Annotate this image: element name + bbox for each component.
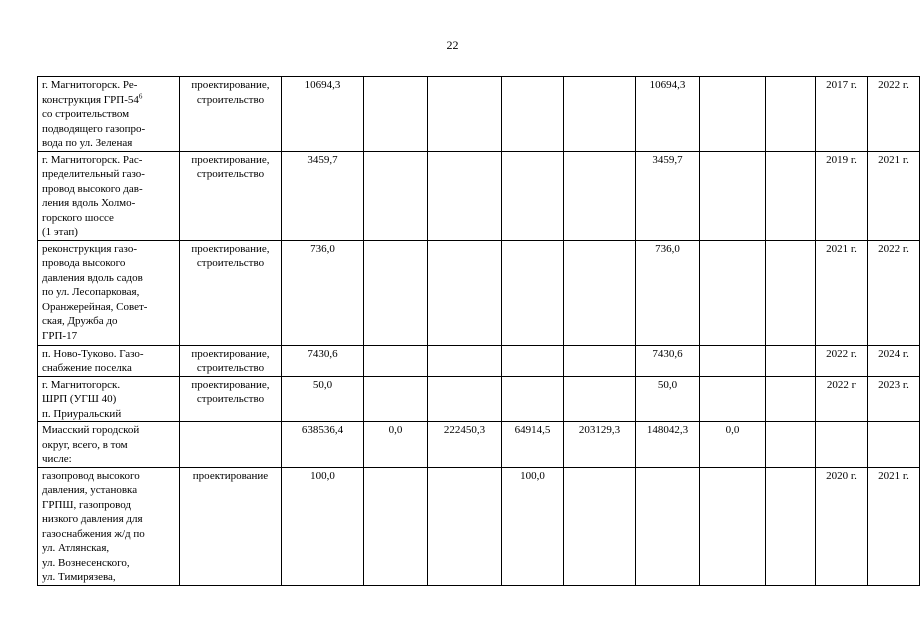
- object-name-line: вода по ул. Зеленая: [42, 137, 133, 149]
- start-year-cell: 2021 г.: [816, 240, 868, 345]
- start-year-cell: 2020 г.: [816, 467, 868, 585]
- amount-cell: [564, 376, 636, 422]
- amount-cell: [636, 467, 700, 585]
- object-name-line: провод высокого дав-: [42, 182, 143, 195]
- amount-cell: [364, 151, 428, 240]
- amount-cell: [428, 376, 502, 422]
- amount-cell: 10694,3: [636, 77, 700, 152]
- object-name-line: г. Магнитогорск.: [42, 378, 121, 391]
- total-cell: 3459,7: [282, 151, 364, 240]
- end-year-cell: [868, 422, 920, 468]
- object-name-line: числе:: [42, 453, 72, 465]
- amount-cell: 7430,6: [636, 345, 700, 376]
- object-name-line: г. Магнитогорск. Рас-: [42, 153, 143, 166]
- amount-cell: [364, 240, 428, 345]
- amount-cell: [428, 240, 502, 345]
- object-name-cell: [38, 240, 180, 345]
- amount-cell: [564, 345, 636, 376]
- work-type-cell: проектирование, строительство: [180, 376, 282, 422]
- object-name-line: Оранжерейная, Совет-: [42, 300, 148, 313]
- start-year-cell: 2017 г.: [816, 77, 868, 152]
- object-name-line: реконструкция газо-: [42, 242, 137, 255]
- total-cell: 50,0: [282, 376, 364, 422]
- amount-cell: [502, 77, 564, 152]
- budget-table: [37, 76, 920, 586]
- object-name-line: ШРП (УГШ 40): [42, 393, 117, 405]
- start-year-cell: 2019 г.: [816, 151, 868, 240]
- amount-cell: 148042,3: [636, 422, 700, 468]
- amount-cell: 100,0: [502, 467, 564, 585]
- object-name-line: давления вдоль садов: [42, 271, 143, 284]
- end-year-cell: 2024 г.: [868, 345, 920, 376]
- amount-cell: [364, 77, 428, 152]
- object-name-line: п. Ново-Туково. Газо-: [42, 347, 144, 360]
- object-name-line: пределительный газо-: [42, 168, 145, 180]
- object-name-cell: [38, 151, 180, 240]
- work-type-cell: проектирование, строительство: [180, 240, 282, 345]
- amount-cell: 203129,3: [564, 422, 636, 468]
- amount-cell: [700, 240, 766, 345]
- amount-cell: [766, 422, 816, 468]
- end-year-cell: 2022 г.: [868, 77, 920, 152]
- object-name-line: по ул. Лесопарковая,: [42, 286, 140, 298]
- work-type-cell: проектирование: [180, 467, 282, 585]
- total-cell: 10694,3: [282, 77, 364, 152]
- amount-cell: [766, 151, 816, 240]
- work-type-cell: проектирование, строительство: [180, 151, 282, 240]
- start-year-cell: 2022 г: [816, 376, 868, 422]
- work-type-cell: проектирование, строительство: [180, 345, 282, 376]
- end-year-cell: 2022 г.: [868, 240, 920, 345]
- amount-cell: [502, 345, 564, 376]
- object-name-line: ления вдоль Холмо-: [42, 197, 136, 209]
- amount-cell: [364, 345, 428, 376]
- table-row: [38, 467, 920, 585]
- object-name-line: ул. Атлянская,: [42, 542, 110, 554]
- object-name-cell: [38, 376, 180, 422]
- amount-cell: [766, 345, 816, 376]
- object-name-line: снабжение поселка: [42, 362, 132, 374]
- end-year-cell: 2021 г.: [868, 467, 920, 585]
- object-name-line: ул. Вознесенского,: [42, 556, 130, 569]
- object-name-line: ская, Дружба до: [42, 315, 118, 327]
- page-number: 22: [446, 38, 459, 52]
- amount-cell: [428, 151, 502, 240]
- object-name-line: п. Приуральский: [42, 407, 122, 420]
- amount-cell: [700, 467, 766, 585]
- amount-cell: [700, 345, 766, 376]
- amount-cell: [766, 240, 816, 345]
- object-name-line: газоснабжения ж/д по: [42, 527, 145, 540]
- amount-cell: [564, 77, 636, 152]
- amount-cell: [700, 151, 766, 240]
- table-body: [38, 77, 920, 586]
- object-name-cell: [38, 77, 180, 152]
- amount-cell: 0,0: [364, 422, 428, 468]
- amount-cell: [502, 151, 564, 240]
- object-name-line: низкого давления для: [42, 513, 143, 525]
- amount-cell: [564, 240, 636, 345]
- amount-cell: 50,0: [636, 376, 700, 422]
- amount-cell: [564, 467, 636, 585]
- object-name-line: газопровод высокого: [42, 469, 140, 482]
- table-row: [38, 77, 920, 152]
- object-name-line: ГРПШ, газопровод: [42, 498, 131, 511]
- amount-cell: [766, 77, 816, 152]
- amount-cell: [700, 376, 766, 422]
- amount-cell: 222450,3: [428, 422, 502, 468]
- table-row: [38, 345, 920, 376]
- amount-cell: [766, 376, 816, 422]
- object-name-line: округ, всего, в том: [42, 438, 128, 451]
- object-name-line: Миасский городской: [42, 424, 140, 436]
- amount-cell: [428, 345, 502, 376]
- object-name-line: конструкция ГРП-54: [42, 93, 139, 106]
- total-cell: 100,0: [282, 467, 364, 585]
- total-cell: 638536,4: [282, 422, 364, 468]
- amount-cell: [502, 376, 564, 422]
- amount-cell: [428, 467, 502, 585]
- table-row: [38, 422, 920, 468]
- table-row: [38, 151, 920, 240]
- start-year-cell: [816, 422, 868, 468]
- object-name-cell: [38, 345, 180, 376]
- amount-cell: 3459,7: [636, 151, 700, 240]
- object-name-cell: [38, 422, 180, 468]
- object-name-line: давления, установка: [42, 484, 138, 496]
- object-name-line: провода высокого: [42, 257, 126, 269]
- end-year-cell: 2021 г.: [868, 151, 920, 240]
- object-name-line: подводящего газопро-: [42, 122, 146, 135]
- amount-cell: [364, 467, 428, 585]
- total-cell: 736,0: [282, 240, 364, 345]
- end-year-cell: 2023 г.: [868, 376, 920, 422]
- amount-cell: [700, 77, 766, 152]
- amount-cell: [428, 77, 502, 152]
- table-row: [38, 240, 920, 345]
- amount-cell: [502, 240, 564, 345]
- total-cell: 7430,6: [282, 345, 364, 376]
- footnote-mark: 6: [138, 91, 143, 100]
- object-name-cell: [38, 467, 180, 585]
- amount-cell: 0,0: [700, 422, 766, 468]
- object-name-line: горского шоссе: [42, 211, 114, 224]
- work-type-cell: [180, 422, 282, 468]
- object-name-line: (1 этап): [42, 226, 78, 238]
- amount-cell: [364, 376, 428, 422]
- amount-cell: 736,0: [636, 240, 700, 345]
- start-year-cell: 2022 г.: [816, 345, 868, 376]
- work-type-cell: проектирование, строительство: [180, 77, 282, 152]
- object-name-line: ул. Тимирязева,: [42, 571, 116, 583]
- amount-cell: [766, 467, 816, 585]
- table-row: [38, 376, 920, 422]
- amount-cell: [564, 151, 636, 240]
- object-name-line: г. Магнитогорск. Ре-: [42, 79, 138, 91]
- object-name-line: со строительством: [42, 108, 130, 120]
- object-name-line: ГРП-17: [42, 329, 78, 342]
- amount-cell: 64914,5: [502, 422, 564, 468]
